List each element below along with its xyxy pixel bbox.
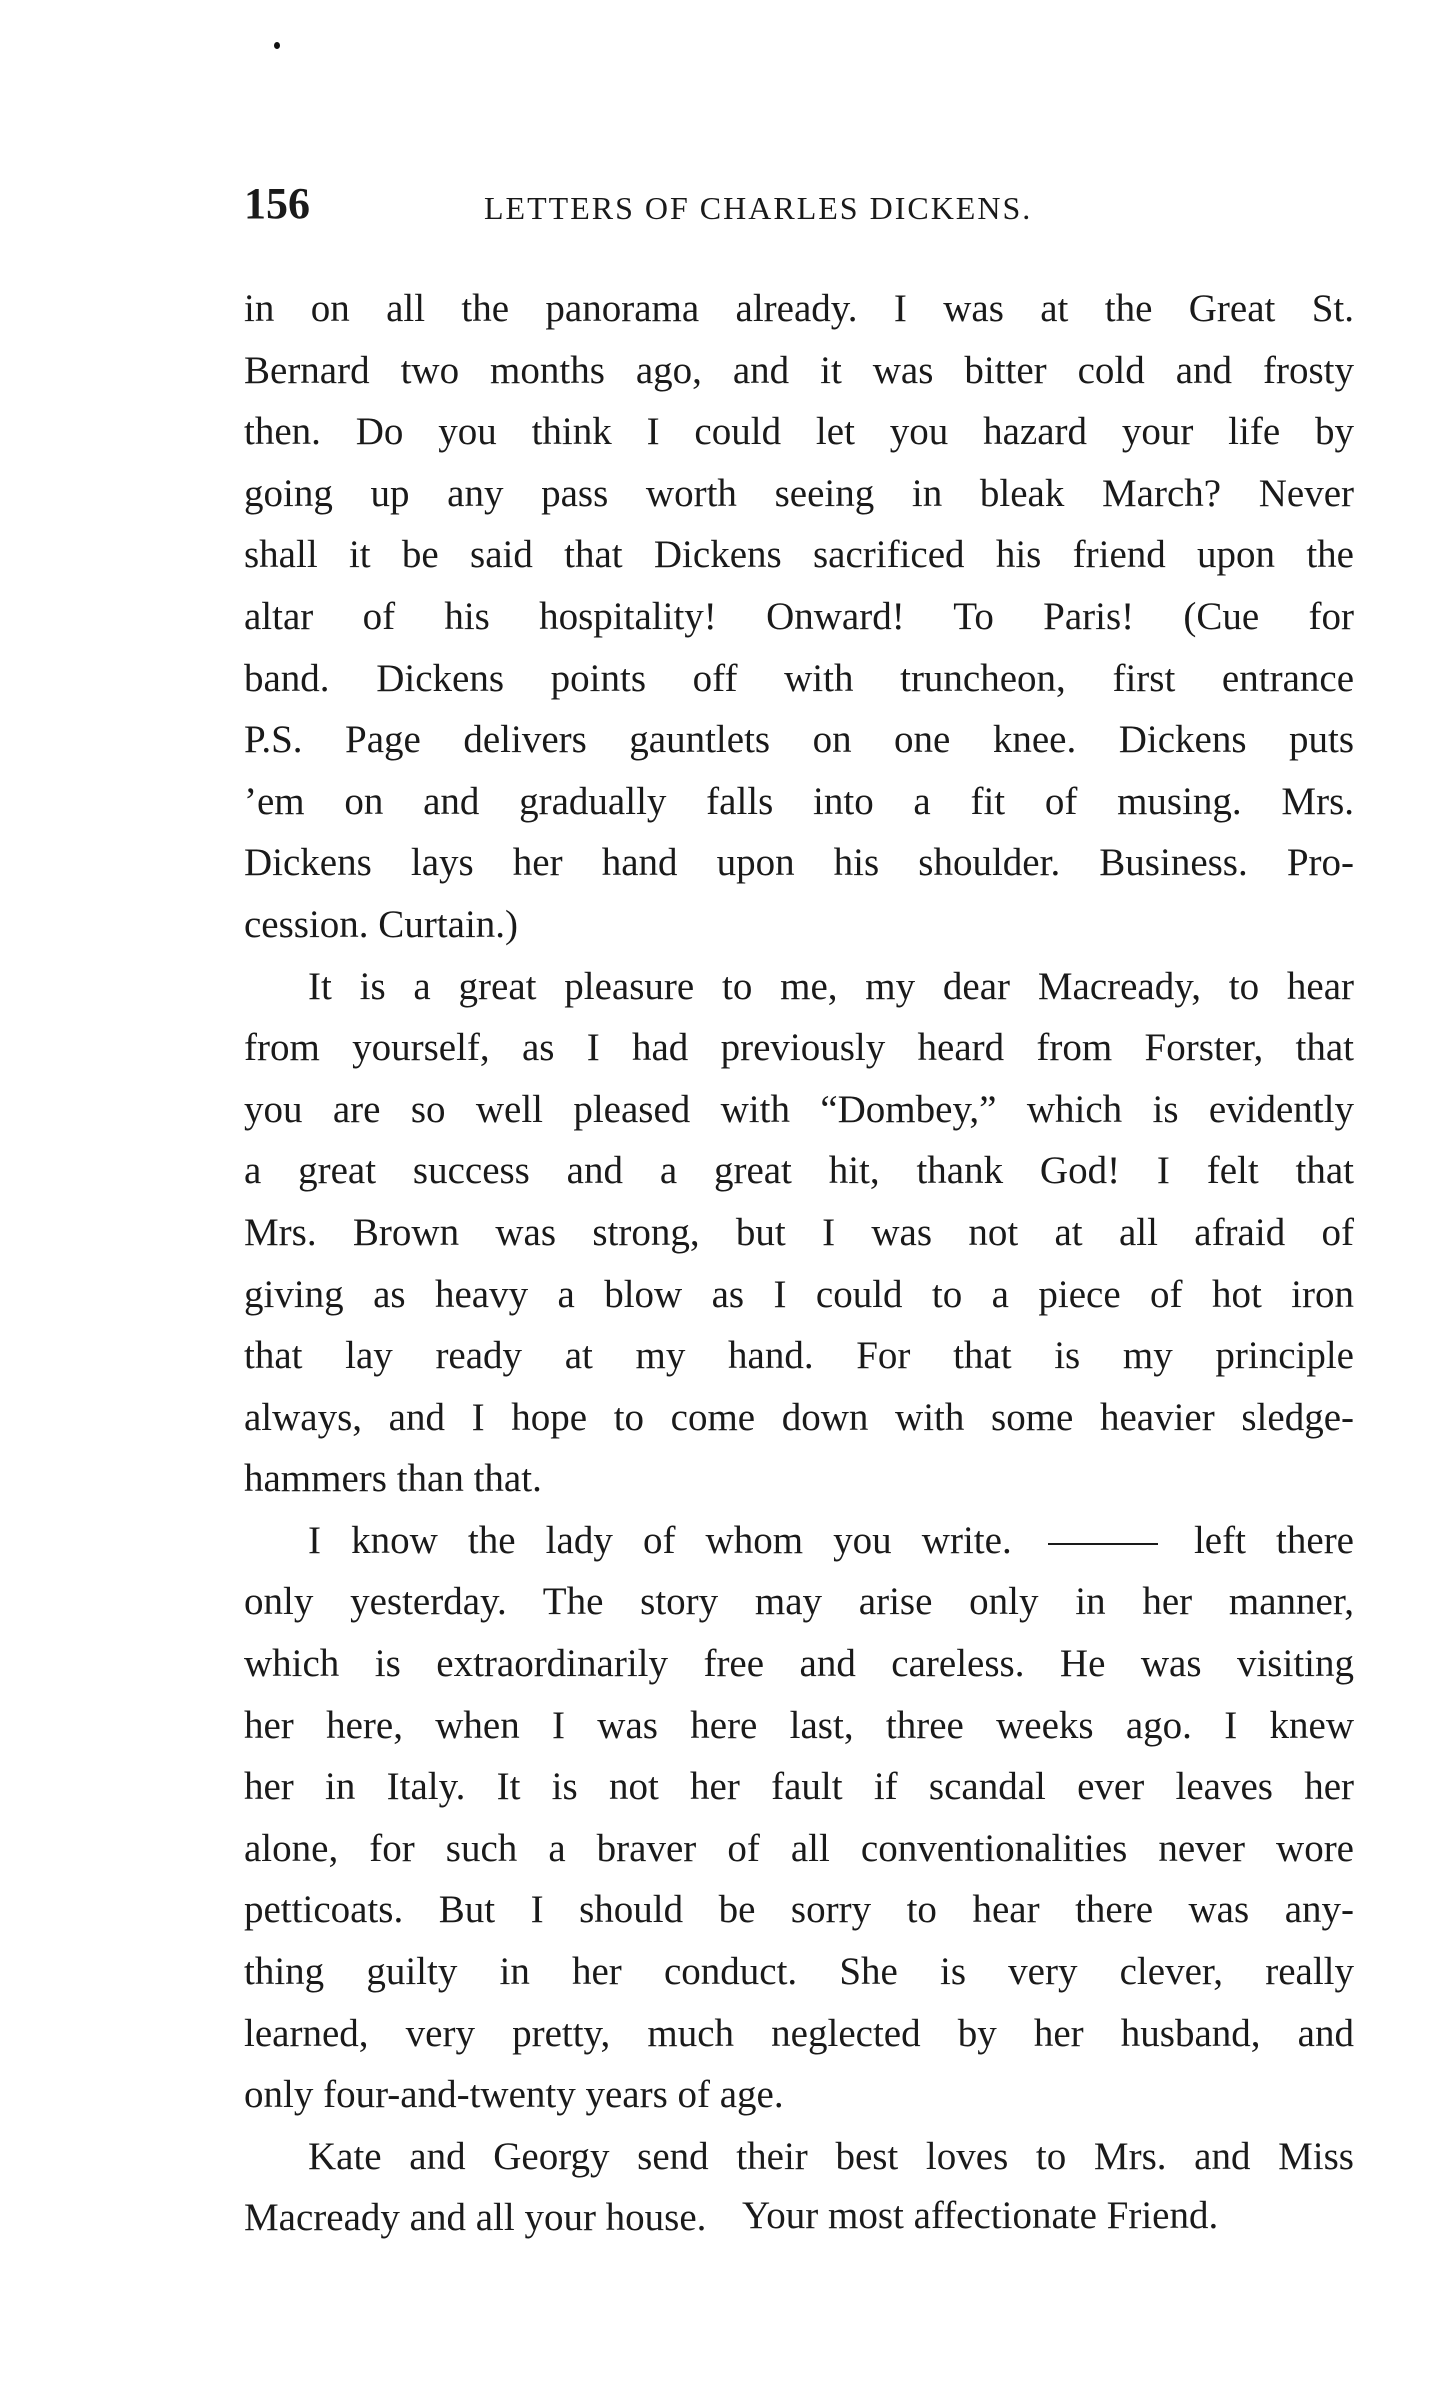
text-line: hammers than that. bbox=[244, 1457, 542, 1501]
letter-body bbox=[244, 278, 1354, 2249]
text-line: Bernard two months ago, and it was bitter cold and frosty bbox=[244, 348, 1354, 392]
text-line: P.S. Page delivers gauntlets on one knee. Dickens puts bbox=[244, 718, 1354, 762]
text-line: thing guilty in her conduct. She is very clever, really bbox=[244, 1950, 1354, 1994]
page-number: 156 bbox=[244, 179, 310, 228]
text-line: giving as heavy a blow as I could to a piece of hot iron bbox=[244, 1272, 1354, 1316]
text-line: always, and I hope to come down with some heavier sledge- bbox=[244, 1395, 1354, 1439]
text-line: only yesterday. The story may arise only in her manner, bbox=[244, 1580, 1354, 1624]
text-line: going up any pass worth seeing in bleak March? Never bbox=[244, 471, 1354, 515]
text-line: her here, when I was here last, three weeks ago. I knew bbox=[244, 1703, 1354, 1747]
text-line: her in Italy. It is not her fault if scandal ever leaves her bbox=[244, 1765, 1354, 1809]
paragraph bbox=[244, 278, 1354, 956]
text-line: band. Dickens points off with truncheon, first entrance bbox=[244, 656, 1354, 700]
text-line: altar of his hospitality! Onward! To Paris! (Cue for bbox=[244, 594, 1354, 638]
text-line: Kate and Georgy send their best loves to Mrs. and Miss bbox=[308, 2134, 1354, 2178]
text-line: Dickens lays her hand upon his shoulder. Business. Pro- bbox=[244, 841, 1354, 885]
text-line: It is a great pleasure to me, my dear Macready, to hear bbox=[308, 964, 1354, 1008]
text-line: a great success and a great hit, thank God! I felt that bbox=[244, 1149, 1354, 1193]
paragraph bbox=[244, 1510, 1354, 2126]
text-line: alone, for such a braver of all conventionalities never wore bbox=[244, 1826, 1354, 1870]
running-head: LETTERS OF CHARLES DICKENS. bbox=[484, 190, 1033, 226]
text-line: shall it be said that Dickens sacrificed his friend upon the bbox=[244, 533, 1354, 577]
text-line: from yourself, as I had previously heard from Forster, that bbox=[244, 1026, 1354, 1070]
text-line: that lay ready at my hand. For that is my principle bbox=[244, 1334, 1354, 1378]
text-line: which is extraordinarily free and careless. He was visiting bbox=[244, 1642, 1354, 1686]
text-line: in on all the panorama already. I was at the Great St. bbox=[244, 287, 1354, 330]
text-line: learned, very pretty, much neglected by her husband, and bbox=[244, 2011, 1354, 2055]
ink-speck bbox=[274, 42, 280, 49]
text-line: you are so well pleased with “Dombey,” which is evidently bbox=[244, 1087, 1354, 1131]
paragraph bbox=[244, 956, 1354, 1510]
signoff: Your most affectionate Friend. bbox=[742, 2194, 1219, 2237]
page-header bbox=[244, 178, 1354, 238]
text-line bbox=[244, 1510, 1354, 1572]
text-line: only four-and-twenty years of age. bbox=[244, 2073, 784, 2117]
text-fragment: left there bbox=[1193, 1518, 1354, 1562]
text-line: Macready and all your house. bbox=[244, 2196, 707, 2240]
text-fragment: I know the lady of whom you write. bbox=[308, 1518, 1012, 1562]
redaction-dash bbox=[1048, 1543, 1158, 1545]
text-line: then. Do you think I could let you hazard your life by bbox=[244, 410, 1354, 454]
text-line: petticoats. But I should be sorry to hear there was any- bbox=[244, 1888, 1354, 1932]
text-line: cession. Curtain.) bbox=[244, 902, 519, 946]
text-line: ’em on and gradually falls into a fit of musing. Mrs. bbox=[244, 779, 1354, 823]
text-line: Mrs. Brown was strong, but I was not at all afraid of bbox=[244, 1210, 1354, 1254]
